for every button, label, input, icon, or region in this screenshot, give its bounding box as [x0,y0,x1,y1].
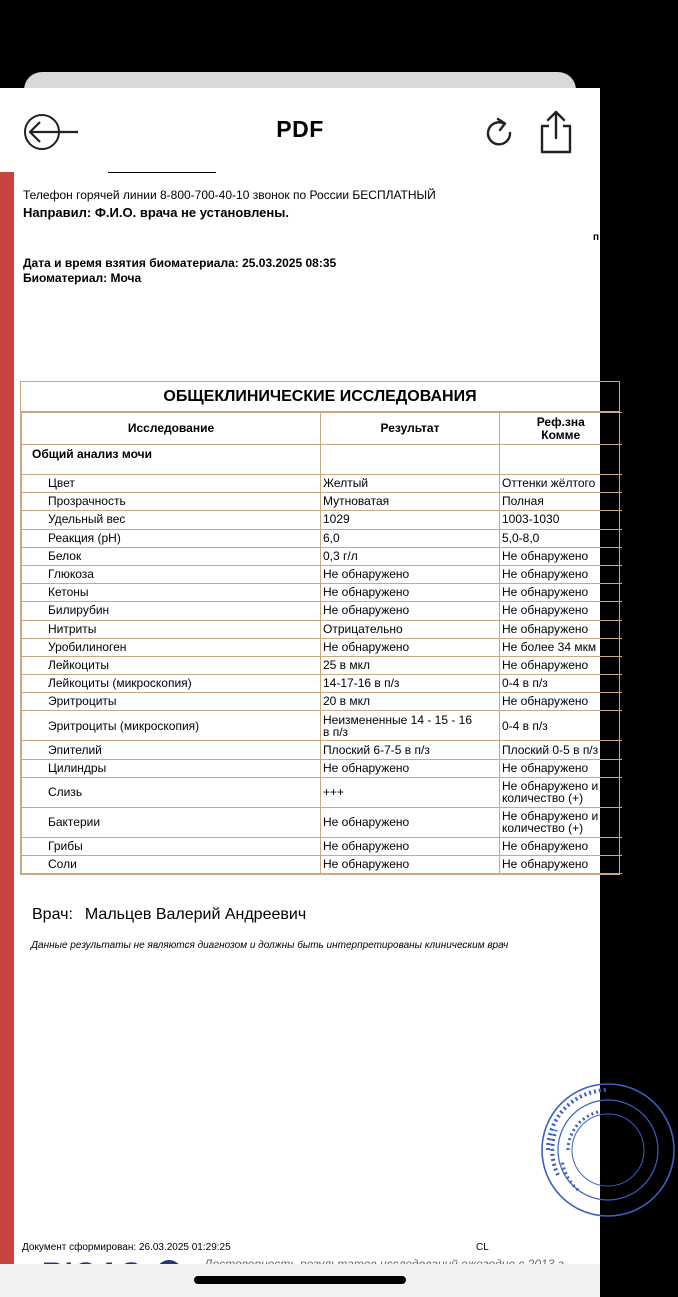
test-result: 0,3 г/л [321,547,500,565]
test-result: Не обнаружено [321,856,500,874]
test-name: Уробилиноген [22,638,321,656]
test-name: Эпителий [22,741,321,759]
test-name: Белок [22,547,321,565]
table-row [22,584,622,602]
table-row [22,837,622,855]
test-result: Не обнаружено [321,807,500,837]
report-title: ОБЩЕКЛИНИЧЕСКИЕ ИССЛЕДОВАНИЯ [21,382,619,412]
column-header-reference: Реф.зна Комме [500,413,622,445]
test-name: Билирубин [22,602,321,620]
test-reference: Не обнаружено [500,856,622,874]
test-result: Плоский 6-7-5 в п/з [321,741,500,759]
test-name: Лейкоциты (микроскопия) [22,675,321,693]
pdf-page [0,172,600,1264]
viewer-title: PDF [276,116,324,142]
test-name: Прозрачность [22,493,321,511]
doctor-signature-line [32,906,306,924]
test-name: Глюкоза [22,565,321,583]
table-row [22,759,622,777]
test-name: Реакция (pH) [22,529,321,547]
test-reference: Не обнаружено [500,584,622,602]
test-name: Удельный вес [22,511,321,529]
page-red-margin [0,172,14,1264]
test-name: Бактерии [22,807,321,837]
test-result: Не обнаружено [321,638,500,656]
test-result: 25 в мкл [321,656,500,674]
test-result: 1029 [321,511,500,529]
biomaterial: Биоматериал: Моча [23,271,142,285]
results-table-block [20,381,620,875]
column-header-result: Результат [321,413,500,445]
table-row [22,602,622,620]
table-row [22,475,622,493]
table-row [22,711,622,741]
test-result: 14-17-16 в п/з [321,675,500,693]
table-row [22,656,622,674]
table-row [22,493,622,511]
test-result: +++ [321,777,500,807]
official-stamp [538,1080,678,1220]
home-indicator[interactable] [194,1276,406,1284]
test-name: Кетоны [22,584,321,602]
test-reference: Не обнаружено [500,620,622,638]
test-reference: 0-4 в п/з [500,675,622,693]
test-result: Мутноватая [321,493,500,511]
cl-mark: CL [476,1242,489,1253]
test-name: Грибы [22,837,321,855]
test-result: Не обнаружено [321,837,500,855]
test-reference: Плоский 0-5 в п/з [500,741,622,759]
pdf-viewer-sheet [0,88,600,1297]
viewer-navbar [0,88,600,172]
test-reference: Не обнаружено и количество (+) [500,777,622,807]
test-name: Лейкоциты [22,656,321,674]
table-row [22,547,622,565]
disclaimer: Данные результаты не являются диагнозом и должны быть интерпретированы клиническим врач [31,940,509,951]
page-mark: п [593,232,600,243]
hotline-text: Телефон горячей линии 8-800-700-40-10 звонок по России БЕСПЛАТНЫЙ [23,188,436,202]
divider [108,172,216,173]
test-result: 6,0 [321,529,500,547]
test-reference: Не обнаружено [500,837,622,855]
test-result: Не обнаружено [321,602,500,620]
test-reference: Не обнаружено [500,602,622,620]
test-reference: Не обнаружено [500,656,622,674]
table-row [22,856,622,874]
test-result: Не обнаружено [321,584,500,602]
test-result: Не обнаружено [321,759,500,777]
test-reference: Не обнаружено [500,565,622,583]
table-row [22,777,622,807]
table-header-row [22,413,622,445]
table-row [22,741,622,759]
test-name: Соли [22,856,321,874]
share-icon[interactable] [536,108,576,156]
doctor-label: Врач: [32,906,73,923]
results-table [21,412,622,874]
test-name: Эритроциты [22,693,321,711]
test-result: 20 в мкл [321,693,500,711]
test-reference: 0-4 в п/з [500,711,622,741]
test-name: Слизь [22,777,321,807]
test-reference: Не более 34 мкм [500,638,622,656]
table-row [22,620,622,638]
table-row [22,511,622,529]
test-reference: 1003-1030 [500,511,622,529]
test-name: Цилиндры [22,759,321,777]
test-name: Эритроциты (микроскопия) [22,711,321,741]
test-reference: 5,0-8,0 [500,529,622,547]
table-row [22,638,622,656]
test-reference: Полная [500,493,622,511]
test-reference: Не обнаружено [500,759,622,777]
group-title: Общий анализ мочи [22,445,321,475]
doctor-name: Мальцев Валерий Андреевич [84,906,307,923]
test-reference: Не обнаружено [500,547,622,565]
table-row [22,675,622,693]
group-row [22,445,622,475]
test-result: Отрицательно [321,620,500,638]
table-row [22,807,622,837]
referred-by: Направил: Ф.И.О. врача не установлены. [23,205,289,220]
test-name: Нитриты [22,620,321,638]
test-reference: Не обнаружено и количество (+) [500,807,622,837]
table-row [22,565,622,583]
sample-datetime: Дата и время взятия биоматериала: 25.03.2025 08:35 [23,256,337,270]
test-reference: Не обнаружено [500,693,622,711]
table-row [22,693,622,711]
test-result: Не обнаружено [321,565,500,583]
test-name: Цвет [22,475,321,493]
test-reference: Оттенки жёлтого [500,475,622,493]
test-result: Желтый [321,475,500,493]
column-header-test: Исследование [22,413,321,445]
generated-timestamp: Документ сформирован: 26.03.2025 01:29:25 [22,1242,231,1253]
test-result: Неизмененные 14 - 15 - 16 в п/з [321,711,500,741]
table-row [22,529,622,547]
refresh-icon[interactable] [480,114,518,152]
